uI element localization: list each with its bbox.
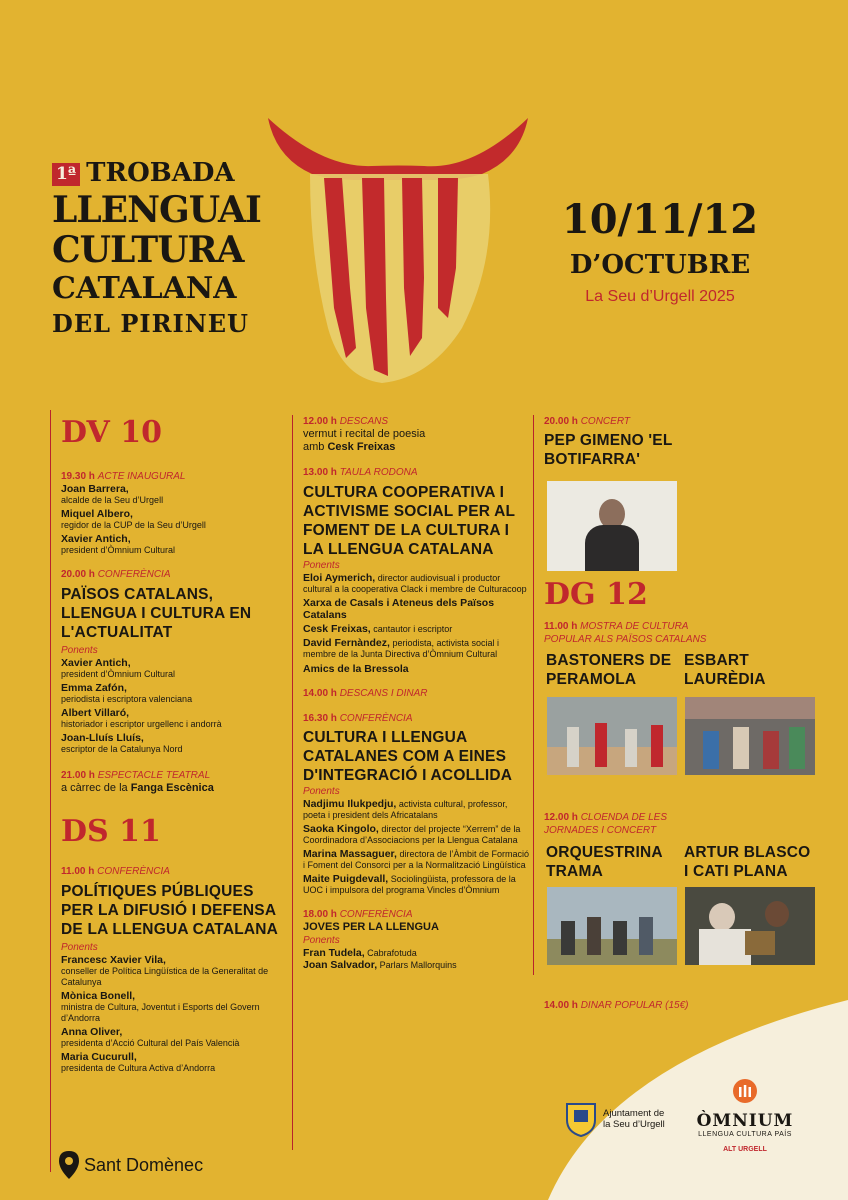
title-line-2-i: I — [244, 189, 262, 231]
event-dv10-conference — [51, 568, 283, 755]
event-type: DESCANS I DINAR — [339, 688, 428, 699]
ponents-label: Ponents — [303, 786, 340, 797]
event-time: 12.00 h — [544, 812, 578, 823]
event-desc-bold: Cesk Freixas — [327, 441, 396, 453]
event-type: CONFERÈNCIA — [97, 569, 171, 580]
person-role: regidor de la CUP de la Seu d’Urgell — [61, 520, 206, 530]
person-name: Fran Tudela, — [303, 947, 365, 959]
title-line-2: LLENGUA — [52, 189, 245, 231]
event-dg12-closing — [534, 811, 714, 837]
person-role: periodista, activista social i membre de la Junta Directiva d’Òmnium Cultural — [303, 638, 500, 659]
person-name: Xavier Antich, — [61, 657, 131, 669]
ajuntament-text-1: Ajuntament de — [603, 1108, 665, 1119]
event-ds11-conference — [51, 865, 283, 1074]
photo-orquestrina — [547, 887, 677, 965]
person-role: activista cultural, professor, poeta i president dels Africatalans — [303, 799, 508, 820]
dates-month: D’OCTUBRE — [569, 250, 751, 280]
person-role: Cabrafotuda — [367, 948, 417, 958]
day-label-dg12: DG 12 — [544, 577, 648, 612]
ponents-label: Ponents — [61, 942, 98, 953]
person-name: Joan Salvador, — [303, 959, 378, 971]
event-type: CONFERÈNCIA — [97, 866, 170, 877]
event-title — [52, 160, 277, 336]
event-time: 16.30 h — [303, 713, 337, 724]
person-role: cantautor i escriptor — [373, 624, 453, 634]
coat-of-arms-icon — [564, 1100, 598, 1138]
ponents-label: Ponents — [303, 935, 340, 946]
event-dv10-inaugural — [51, 470, 283, 556]
person-role: presidenta d’Acció Cultural del País Valencià — [61, 1038, 240, 1048]
photo-esbart — [685, 697, 815, 775]
person-role: presidenta de Cultura Activa d’Andorra — [61, 1063, 216, 1073]
event-type: TAULA RODONA — [339, 467, 418, 478]
event-time: 20.00 h — [61, 569, 95, 580]
event-type: DINAR POPULAR (15€) — [580, 1000, 689, 1011]
title-line-1: TROBADA — [86, 158, 235, 188]
event-type: CLOENDA DE LES JORNADES I CONCERT — [544, 812, 668, 836]
title-line-3: CULTURA — [52, 229, 244, 271]
omnium-tagline: LLENGUA CULTURA PAÍS — [698, 1131, 792, 1138]
person-name: Joan Barrera, — [61, 483, 129, 495]
person-role: alcalde de la Seu d’Urgell — [61, 495, 164, 505]
event-desc: vermut i recital de poesia — [303, 428, 426, 440]
event-type: MOSTRA DE CULTURA POPULAR ALS PAÏSOS CATALANS — [544, 621, 707, 645]
omnium-branch: ALT URGELL — [723, 1146, 767, 1153]
person-role: ministra de Cultura, Joventut i Esports del Govern d’Andorra — [61, 1002, 260, 1023]
person-name: Maite Puigdevall, — [303, 873, 389, 885]
event-type: DESCANS — [339, 416, 389, 427]
event-ds11-concert — [534, 415, 834, 469]
photo-artur-blasco — [685, 887, 815, 965]
event-ds11-lunch — [293, 687, 531, 700]
event-title-text: CULTURA COOPERATIVA I ACTIVISME SOCIAL PER AL FOMENT DE LA CULTURA I LA LLENGUA CATALANA — [303, 484, 515, 558]
person-role: historiador i escriptor urgellenc i andorrà — [61, 719, 222, 729]
person-role: escriptor de la Catalunya Nord — [61, 744, 183, 754]
event-type: CONFERÈNCIA — [339, 713, 413, 724]
person-name: Xavier Antich, — [61, 533, 131, 545]
day-label-dv10: DV 10 — [61, 415, 162, 450]
event-time: 11.00 h — [61, 866, 95, 877]
person-role: president d’Òmnium Cultural — [61, 669, 176, 679]
event-title-text: POLÍTIQUES PÚBLIQUES PER LA DIFUSIÓ I DEFENSA DE LA LLENGUA CATALANA — [61, 883, 279, 938]
person-name: Emma Zafón, — [61, 682, 127, 694]
person-name: Eloi Aymerich, — [303, 572, 376, 584]
event-dv10-theatre — [51, 769, 283, 795]
dates-place: La Seu d’Urgell 2025 — [585, 288, 735, 305]
person-role: president d’Òmnium Cultural — [61, 545, 176, 555]
ajuntament-logo — [564, 1100, 665, 1138]
person-name: Anna Oliver, — [61, 1026, 123, 1038]
ajuntament-text-2: la Seu d’Urgell — [603, 1119, 665, 1130]
column-saturday — [292, 415, 531, 1150]
group-artur-blasco: ARTUR BLASCO I CATI PLANA — [684, 844, 811, 880]
event-time: 20.00 h — [544, 416, 578, 427]
event-ds11-roundtable — [293, 466, 531, 675]
ponents-label: Ponents — [61, 645, 98, 656]
event-title-text: PEP GIMENO 'EL BOTIFARRA' — [544, 432, 673, 468]
event-desc: amb — [303, 441, 328, 453]
event-type: ESPECTACLE TEATRAL — [97, 770, 211, 781]
event-time: 12.00 h — [303, 416, 337, 427]
person-role: directora de l’Àmbit de Formació i Foment del Consorci per a la Normalització Lingüística — [303, 849, 530, 870]
event-time: 14.00 h — [303, 688, 337, 699]
event-type: CONCERT — [580, 416, 630, 427]
person-role: periodista i escriptora valenciana — [61, 694, 193, 704]
event-title-text: CULTURA I LLENGUA CATALANES COM A EINES D'INTEGRACIÓ I ACOLLIDA — [303, 729, 513, 784]
person-name: Cesk Freixas, — [303, 623, 371, 635]
person-name: Amics de la Bressola — [303, 663, 409, 675]
event-title-text: JOVES PER LA LLENGUA — [303, 921, 439, 933]
person-name: Mònica Bonell, — [61, 990, 136, 1002]
event-dates — [560, 196, 760, 306]
title-line-5: DEL PIRINEU — [52, 309, 249, 338]
event-ds11-break — [293, 415, 531, 454]
event-time: 11.00 h — [544, 621, 578, 632]
column-sunday — [533, 415, 834, 1011]
person-role: Parlars Mallorquins — [379, 960, 457, 970]
person-name: Maria Cucurull, — [61, 1051, 137, 1063]
event-time: 14.00 h — [544, 1000, 578, 1011]
event-title-text: PAÏSOS CATALANS, LLENGUA I CULTURA EN L'ACTUALITAT — [61, 586, 252, 641]
event-type: ACTE INAUGURAL — [97, 471, 186, 482]
day-label-ds11: DS 11 — [61, 814, 161, 849]
omnium-logo — [690, 1078, 800, 1153]
ordinal-badge: 1ª — [52, 163, 80, 186]
omnium-symbol-icon — [732, 1078, 758, 1104]
person-role: Sociolingüista, professora de la UOC i impulsora del programa Vincles d’Òmnium — [303, 874, 516, 895]
venue — [58, 1150, 203, 1180]
person-role: director del projecte “Xerrem” de la Coordinadora d’Associacions per la Llengua Catalana — [303, 824, 521, 845]
event-time: 21.00 h — [61, 770, 95, 781]
photo-bastoners — [547, 697, 677, 775]
event-type: CONFERÈNCIA — [339, 909, 413, 920]
emblem-tongue-flag — [262, 108, 534, 388]
ponents-label: Ponents — [303, 560, 340, 571]
group-orquestrina: ORQUESTRINA TRAMA — [546, 844, 663, 880]
dates-days: 10/11/12 — [561, 196, 759, 243]
event-time: 18.00 h — [303, 909, 337, 920]
person-name: Nadjimu Ilukpedju, — [303, 798, 397, 810]
event-time: 13.00 h — [303, 467, 337, 478]
title-line-4: CATALANA — [52, 271, 237, 306]
person-role: conseller de Política Lingüística de la Generalitat de Catalunya — [61, 966, 269, 987]
event-ds11-youth — [293, 908, 531, 971]
person-name: Miquel Albero, — [61, 508, 133, 520]
person-name: Marina Massaguer, — [303, 848, 397, 860]
group-esbart: ESBART LAURÈDIA — [684, 652, 766, 688]
venue-name: Sant Domènec — [84, 1154, 204, 1175]
person-name: Saoka Kingolo, — [303, 823, 379, 835]
person-name: Francesc Xavier Vila, — [61, 954, 166, 966]
event-desc-bold: Fanga Escènica — [130, 782, 214, 794]
group-bastoners: BASTONERS DE PERAMOLA — [546, 652, 672, 688]
person-name: David Fernàndez, — [303, 637, 390, 649]
person-role: director audiovisual i productor cultural a la cooperativa Clack i membre de Culturacoop — [303, 573, 527, 594]
person-name: Albert Villaró, — [61, 707, 130, 719]
person-name: Joan-Lluís Lluís, — [61, 732, 144, 744]
column-friday-saturday — [50, 410, 283, 1172]
event-ds11-conference-2 — [293, 712, 531, 896]
location-pin-icon — [58, 1150, 80, 1180]
event-time: 19.30 h — [61, 471, 95, 482]
person-name: Xarxa de Casals i Ateneus dels Països Catalans — [303, 597, 495, 621]
event-desc: a càrrec de la — [61, 782, 131, 794]
event-dg12-popular — [534, 620, 714, 646]
omnium-name: ÒMNIUM — [696, 1111, 794, 1131]
photo-pep-gimeno — [547, 481, 677, 571]
